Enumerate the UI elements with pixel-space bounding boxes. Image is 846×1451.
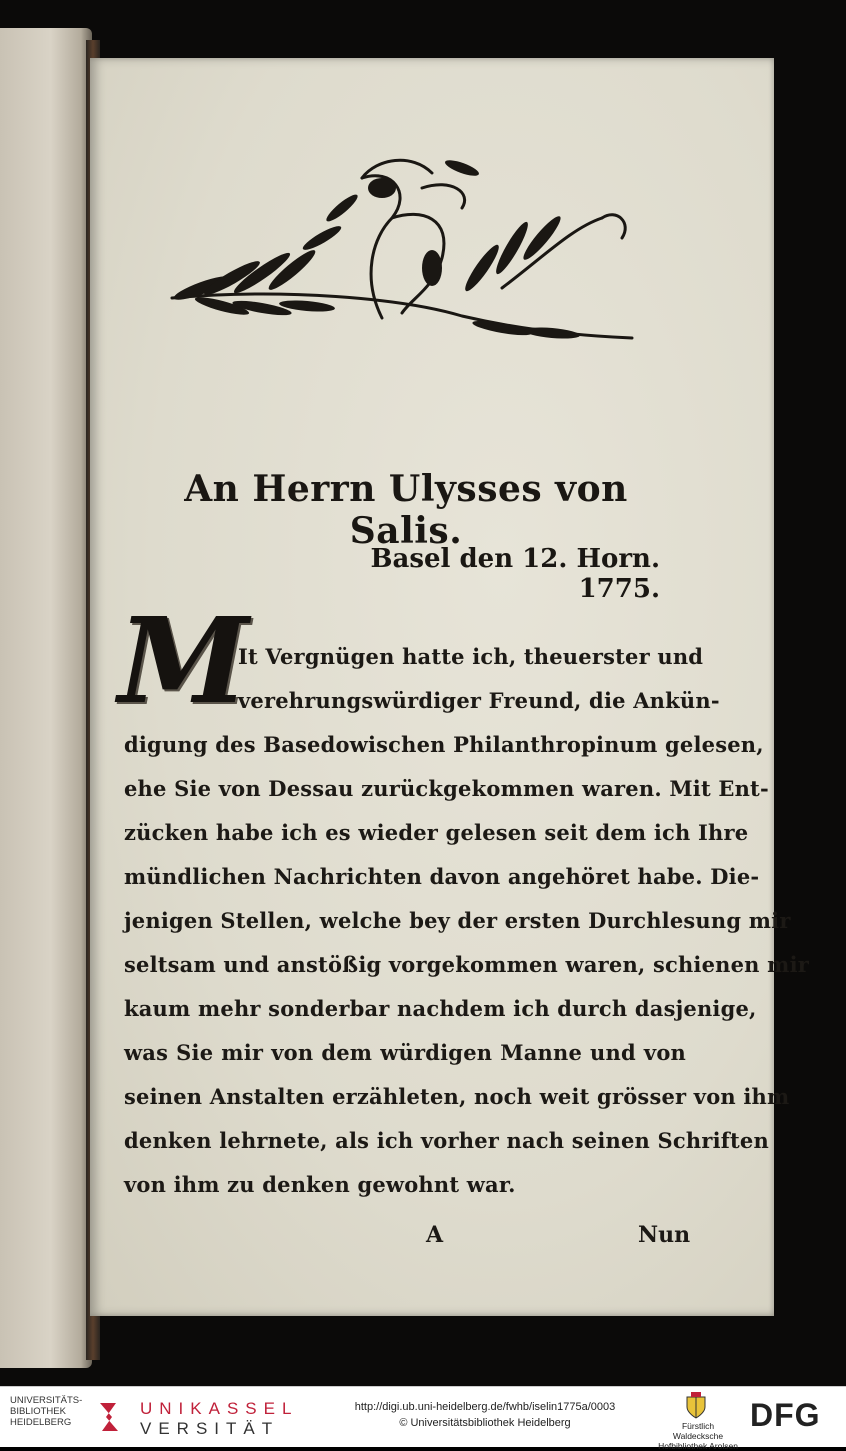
text-line: kaum mehr sonderbar nachdem ich durch dasjenige, bbox=[124, 996, 757, 1021]
initial-letter: M bbox=[118, 591, 249, 730]
text-line: jenigen Stellen, welche bey der ersten Durchlesung mir bbox=[124, 908, 791, 933]
waldeck-library-label[interactable] bbox=[658, 1421, 738, 1451]
ub-logo-line: BIBLIOTHEK bbox=[10, 1406, 66, 1417]
waldeck-line: Hofbibliothek Arolsen bbox=[658, 1441, 738, 1451]
ub-heidelberg-mark-icon bbox=[96, 1399, 122, 1435]
text-line: mündlichen Nachrichten davon angehöret habe. Die- bbox=[124, 864, 760, 889]
text-line: seinen Anstalten erzähleten, noch weit grösser von ihm bbox=[124, 1084, 790, 1109]
text-line: It Vergnügen hatte ich, theuerster und bbox=[238, 644, 704, 669]
dfg-logo[interactable]: DFG bbox=[750, 1397, 821, 1433]
letter-body bbox=[90, 58, 810, 1316]
ub-logo-line: UNIVERSITÄTS- bbox=[10, 1395, 83, 1406]
permalink-block bbox=[320, 1399, 650, 1431]
kassel-line-1: UNIKASSEL bbox=[140, 1399, 299, 1418]
text-line: ehe Sie von Dessau zurückgekommen waren. Mit Ent- bbox=[124, 776, 769, 801]
letter-dateline: Basel den 12. Horn. 1775. bbox=[370, 544, 660, 604]
waldeck-line: Fürstlich Waldecksche bbox=[672, 1421, 724, 1441]
letter-heading: An Herrn Ulysses von Salis. bbox=[184, 468, 628, 552]
uni-kassel-logo[interactable] bbox=[140, 1399, 298, 1439]
ub-heidelberg-logo[interactable] bbox=[10, 1395, 92, 1428]
text-line: seltsam und anstößig vorgekommen waren, schienen mir bbox=[124, 952, 810, 977]
permalink-url[interactable]: http://digi.ub.uni-heidelberg.de/fwhb/iselin1775a/0003 bbox=[354, 1401, 616, 1413]
text-line: zücken habe ich es wieder gelesen seit dem ich Ihre bbox=[124, 820, 749, 845]
book-page bbox=[90, 58, 810, 1316]
text-line: verehrungswürdiger Freund, die Ankün- bbox=[238, 688, 720, 713]
left-facing-page bbox=[0, 28, 92, 1368]
viewer-footer bbox=[0, 1386, 846, 1451]
text-line: denken lehrnete, als ich vorher nach seinen Schriften bbox=[124, 1128, 769, 1153]
signature-mark: A bbox=[426, 1222, 444, 1248]
text-line: was Sie mir von dem würdigen Manne und von bbox=[124, 1040, 686, 1065]
catchword: Nun bbox=[638, 1222, 691, 1248]
text-line: digung des Basedowischen Philanthropinum gelesen, bbox=[124, 732, 764, 757]
ub-logo-line: HEIDELBERG bbox=[10, 1417, 72, 1428]
waldeck-crest-icon bbox=[685, 1391, 707, 1419]
kassel-line-2: VERSITÄT bbox=[140, 1419, 280, 1438]
text-line: von ihm zu denken gewohnt war. bbox=[124, 1172, 516, 1197]
copyright-text: © Universitätsbibliothek Heidelberg bbox=[399, 1417, 571, 1429]
